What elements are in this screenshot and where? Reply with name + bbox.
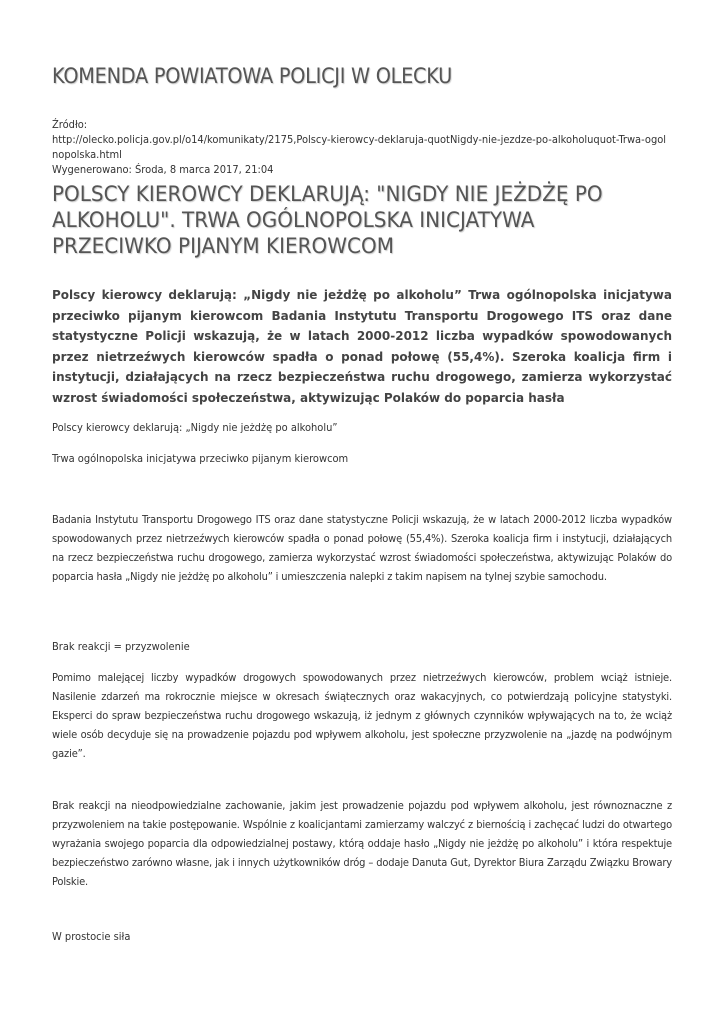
article-title: POLSCY KIEROWCY DEKLARUJĄ: "NIGDY NIE JEŻDŻĘ PO ALKOHOLU". TRWA OGÓLNOPOLSKA INICJATYWA PRZECIWKO PIJANYM KIEROWCOM xyxy=(52,182,603,259)
paragraph-quote-danuta-gut: Brak reakcji na nieodpowiedzialne zachowanie, jakim jest prowadzenie pojazdu pod wpływem alkoholu, jest równoznaczne z przyzwoleniem na takie postępowanie. Wspólnie z koalicjantami zamierzamy walczyć z biernością i zachęcać ludzi do otwartego wyrażania swojego poparcia dla odpowiedzialnej postawy, którą oddaje hasło „Nigdy nie jeżdżę po alkoholu” i która respektuje bezpieczeństwo zarówno własne, jak i innych użytkowników dróg – dodaje Danuta Gut, Dyrektor Biura Zarządu Związku Browary Polskie. xyxy=(52,799,672,888)
paragraph-subtitle-1: Polscy kierowcy deklarują: „Nigdy nie jeżdżę po alkoholu” xyxy=(52,421,338,434)
paragraph-its-study: Badania Instytutu Transportu Drogowego ITS oraz dane statystyczne Policji wskazują, że w latach 2000-2012 liczba wypadków spowodowanych przez nietrzeźwych kierowców spadła o ponad połowę (55,4%). Szeroka koalicja firm i instytucji, działających na rzecz bezpieczeństwa ruchu drogowego, zamierza wykorzystać wzrost świadomości społeczeństwa, aktywizując Polaków do poparcia hasła „Nigdy nie jeżdżę po alkoholu” i umieszczenia nalepki z takim napisem na tylnej szybie samochodu. xyxy=(52,513,672,583)
paragraph-subtitle-2: Trwa ogólnopolska inicjatywa przeciwko pijanym kierowcom xyxy=(52,452,349,465)
paragraph-malejaca-liczba: Pomimo malejącej liczby wypadków drogowych spowodowanych przez nietrzeźwych kierowców, problem wciąż istnieje. Nasilenie zdarzeń ma rokrocznie miejsce w okresach świątecznych oraz wakacyjnych, co potwierdzają policyjne statystyki. Eksperci do spraw bezpieczeństwa ruchu drogowego wskazują, iż jednym z głównych czynników wpływających na to, że wciąż wiele osób decyduje się na prowadzenie pojazdu pod wpływem alkoholu, jest społeczne przyzwolenie na „jazdę na podwójnym gazie”. xyxy=(52,671,672,760)
source-url: http://olecko.policja.gov.pl/o14/komunikaty/2175,Polscy-kierowcy-deklaruja-quotNigdy-nie-jezdze-po-alkoholuquot-Trwa-ogolnopolska.html xyxy=(52,133,667,161)
article-lead: Polscy kierowcy deklarują: „Nigdy nie jeżdżę po alkoholu” Trwa ogólnopolska inicjatywa przeciwko pijanym kierowcom Badania Instytutu Transportu Drogowego ITS oraz dane statystyczne Policji wskazują, że w latach 2000-2012 liczba wypadków spowodowanych przez nietrzeźwych kierowców spadła o ponad połowę (55,4%). Szeroka koalicja firm i instytucji, działających na rzecz bezpieczeństwa ruchu drogowego, zamierza wykorzystać wzrost świadomości społeczeństwa, aktywizując Polaków do poparcia hasła xyxy=(52,288,672,405)
source-meta xyxy=(52,117,672,177)
organization-heading: KOMENDA POWIATOWA POLICJI W OLECKU xyxy=(52,64,452,88)
source-label: Źródło: xyxy=(52,118,88,131)
generated-timestamp: Wygenerowano: Środa, 8 marca 2017, 21:04 xyxy=(52,163,274,176)
section-heading-brak-reakcji: Brak reakcji = przyzwolenie xyxy=(52,640,190,653)
section-heading-w-prostocie-sila: W prostocie siła xyxy=(52,930,131,943)
